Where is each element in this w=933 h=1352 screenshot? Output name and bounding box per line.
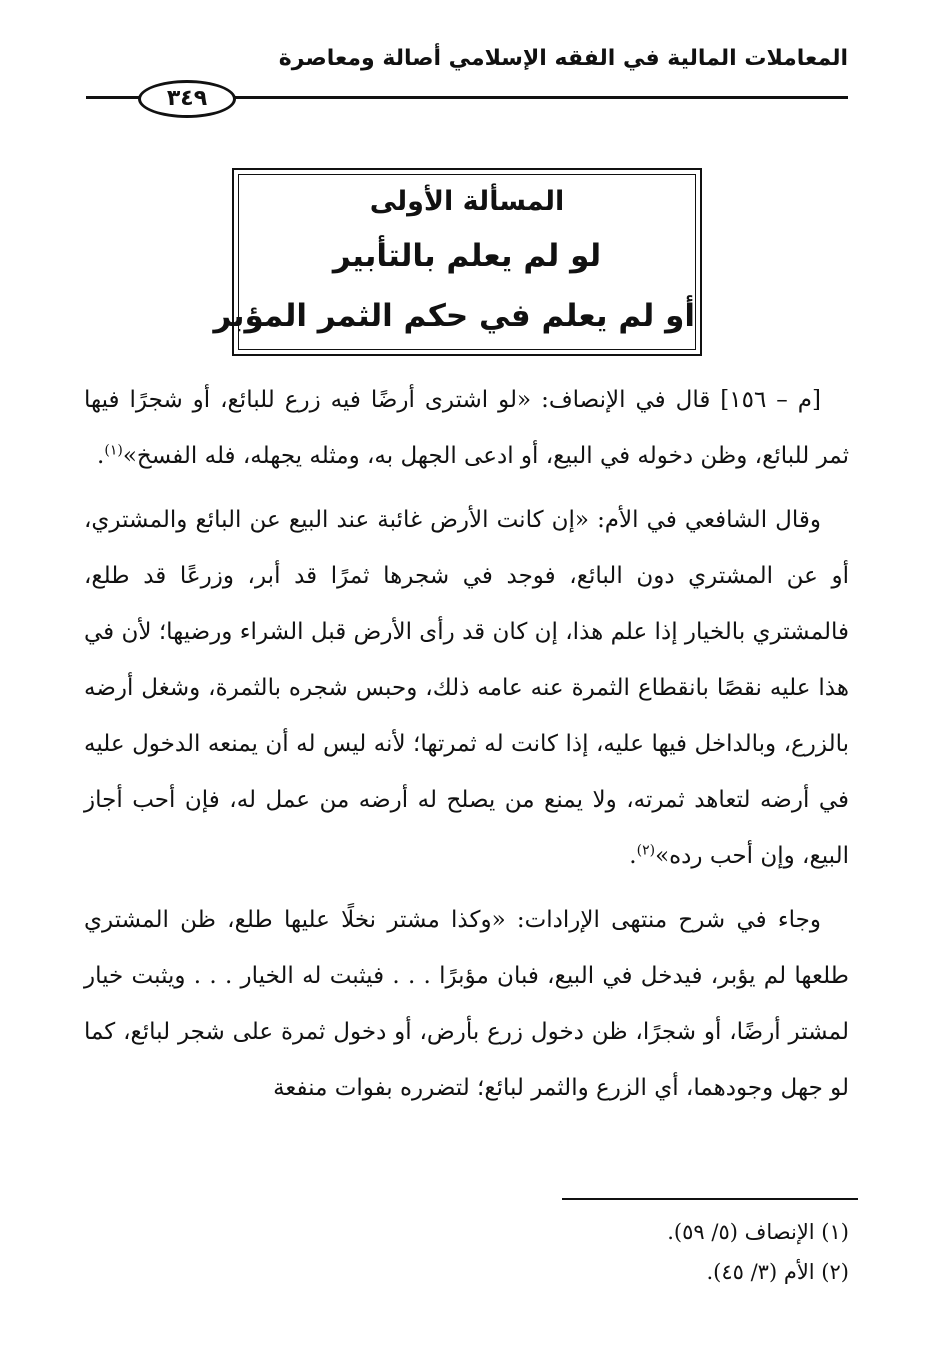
section-title-frame	[213, 174, 696, 350]
paragraph-text: [م – ١٥٦] قال في الإنصاف: «لو اشترى أرضًا فيه زرع للبائع، أو شجرًا فيها ثمر للبائع، وظن دخوله في البيع، أو ادعى الجهل به، ومثله يجهله، فله الفسخ»	[84, 387, 849, 469]
footnotes	[449, 1212, 849, 1292]
footnote-2: (٢) الأم (٣/ ٤٥).	[706, 1260, 849, 1284]
paragraph-text: وجاء في شرح منتهى الإرادات: «وكذا مشتر نخلًا عليها طلع، ظن المشتري طلعها لم يؤبر، فيدخل في البيع، فبان مؤبرًا . . . فيثبت له الخيار . . . ويثبت خيار لمشتر أرضًا، أو شجرًا، ظن دخول زرع بأرض، أو دخول ثمرة على شجر لبائع، كما لو جهل وجودهما، أي الزرع والثمر لبائع؛ لتضرره بفوات منفعة	[84, 907, 849, 1101]
section-subheading-2: أو لم يعلم في حكم الثمر المؤبر	[213, 298, 695, 334]
footnote-ref-2[interactable]: (٢)	[636, 842, 656, 859]
footnote-ref-1[interactable]: (١)	[104, 442, 123, 459]
footnote-1: (١) الإنصاف (٥/ ٥٩).	[667, 1220, 849, 1244]
section-heading: المسألة الأولى	[369, 186, 565, 217]
body-text	[84, 372, 849, 1116]
section-subheading-1: لو لم يعلم بالتأبير	[332, 238, 602, 274]
running-title: المعاملات المالية في الفقه الإسلامي أصالة ومعاصرة	[278, 46, 848, 71]
paragraph-tail: .	[629, 843, 637, 869]
paragraph-umm	[84, 492, 849, 884]
paragraph-text: وقال الشافعي في الأم: «إن كانت الأرض غائبة عند البيع عن البائع والمشتري، أو عن المشتري دون البائع، فوجد في شجرها ثمرًا قد أبر، وزرعًا قد طلع، فالمشتري بالخيار إذا علم هذا، إن كان قد رأى الأرض قبل الشراء ورضيها؛ لأن في هذا عليه نقصًا بانقطاع الثمرة عنه عامه ذلك، وحبس شجره بالثمرة، وشغل أرضه بالزرع، وبالداخل فيها عليه، إذا كانت له ثمرتها؛ لأنه ليس له أن يمنعه الدخول عليه في أرضه لتعاهد ثمرته، ولا يمنع من يصلح له أرضه من عمل له، فإن أحب أجاز البيع، وإن أحب رده»	[84, 507, 849, 869]
paragraph-muntaha	[84, 892, 849, 1116]
section-title-box	[213, 168, 702, 356]
page-number: ٣٤٩	[138, 80, 236, 118]
paragraph-tail: .	[97, 443, 105, 469]
footnote-separator	[562, 1198, 858, 1200]
paragraph-insaf	[84, 372, 849, 484]
